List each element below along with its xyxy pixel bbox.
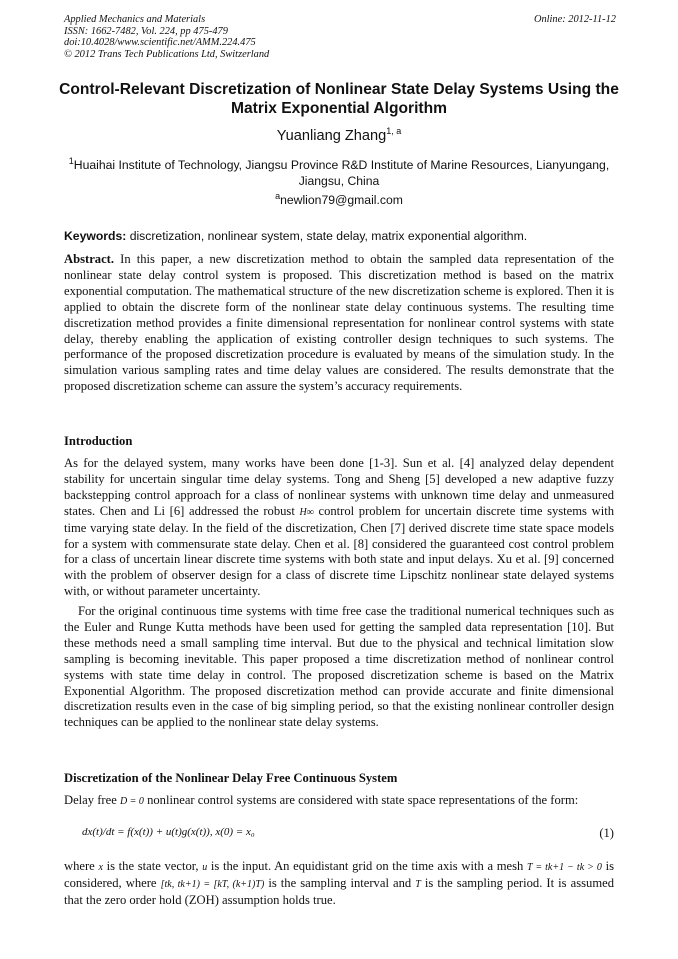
email-sup: a (275, 190, 281, 201)
copyright-line: © 2012 Trans Tech Publications Ltd, Switzerland (64, 48, 270, 60)
intro-p1-text-b: control problem for uncertain discrete time systems with time varying state delay. In the field of the discretization, Chen [7] derived discrete time state space models for a system with commensurate state delay. Chen et al. [8] considered the guaranteed cost control problem for a class of uncertain linear discrete time systems with both state and input delays. Xu et al. [9] concerned with the problem of observer design for a class of discrete time Lipschitz nonlinear state delayed systems with, or without parameter uncertainty. (64, 503, 614, 599)
journal-header (64, 14, 616, 60)
equation-1-body: dx(t)/dt = f(x(t)) + u(t)g(x(t)), x(0) = x₀ (82, 826, 255, 838)
keywords-label: Keywords: (64, 229, 127, 243)
email-address[interactable]: newlion79@gmail.com (280, 193, 403, 207)
keywords-line (64, 229, 616, 243)
sec2-p2-text-c: is the input. An equidistant grid on the time axis with a mesh (207, 859, 527, 873)
state-vector-symbol: x (98, 862, 103, 873)
input-symbol: u (202, 862, 208, 873)
doi-line: doi:10.4028/www.scientific.net/AMM.224.475 (64, 37, 256, 49)
affiliation-sup: 1 (68, 155, 74, 166)
sec2-p2-text-d: is considered, where (64, 859, 615, 890)
author-name: Yuanliang Zhang (276, 128, 387, 144)
equation-1 (82, 826, 614, 838)
mesh-formula: T = tk+1 − tk > 0 (526, 862, 602, 873)
intro-p1-text-a: As for the delayed system, many works have been done [1-3]. Sun et al. [4] analyzed delay dependent stability for uncertain singular time delay systems. Tong and Sheng [5] developed a new adaptive fuzzy backstepping control approach for a class of nonlinear systems with unknown time delay and unmeasured states. Chen and Li [6] addressed the robust (64, 456, 614, 518)
sampling-interval-formula: [tk, tk+1) = [kT, (k+1)T) (160, 878, 265, 890)
sec2-p2-text-f: is the sampling period. It is assumed that the zero order hold (ZOH) assumption holds true. (64, 875, 614, 907)
affiliation (60, 157, 618, 189)
online-date: Online: 2012-11-12 (533, 14, 616, 25)
sec2-p2-text-a: where (64, 859, 99, 873)
sec2-p1-text-a: Delay free (64, 793, 120, 807)
sec2-p1-text-b: nonlinear control systems are considered with state space representations of the form: (143, 793, 579, 807)
introduction-paragraph-2: For the original continuous time systems with time free case the traditional numerical techniques such as the Euler and Runge Kutta methods have been used for getting the sampled data representation [10]. But these methods need a small sampling time interval. But due to the physical and technical limitation slow sampling is becoming inevitable. This paper proposed a time discretization method of nonlinear control systems with state time delay in control. The proposed discretization scheme is based on the Matrix Exponential Algorithm. The proposed discretization method can provide accurate and finite dimensional discretization results even in the case of big simpling period, so that the existing nonlinear controller design techniques can be applied to the nonlinear state delay systems. (64, 604, 614, 730)
section-2-paragraph-2 (64, 859, 614, 909)
sec2-p2-text-e: is the sampling interval and (264, 875, 416, 890)
abstract-paragraph (64, 252, 614, 395)
abstract-text: In this paper, a new discretization method to obtain the sampled data representation of the nonlinear state delay control system is proposed. This discretization method is based on the matrix exponential computation. The mathematical structure of the new discretization scheme is explored. Then it is applied to obtain the discrete form of the nonlinear state delay continuous systems. The resulting time discretization method provides a finite dimensional representation for nonlinear control systems with state delay, thereby enabling the application of existing controller design techniques to such systems. The performance of the proposed discretization procedure is evaluated by means of the simulation study. In the simulation various sampling rates and time delay values are considered. The results demonstrate that the proposed discretization scheme can assure the system’s accuracy requirements. (64, 252, 614, 394)
h-infinity-symbol: H∞ (299, 506, 314, 518)
abstract-label: Abstract. (64, 252, 115, 266)
author-sup: 1, a (386, 126, 402, 137)
paper-title: Control-Relevant Discretization of Nonlinear State Delay Systems Using the Matrix Exponential Algorithm (59, 81, 619, 117)
keywords-text: discretization, nonlinear system, state delay, matrix exponential algorithm. (126, 229, 528, 243)
issn-line: ISSN: 1662-7482, Vol. 224, pp 475-479 (64, 25, 228, 37)
introduction-paragraph-1 (64, 456, 614, 600)
section-2-paragraph-1 (64, 793, 614, 810)
email-line (0, 190, 678, 207)
affiliation-text: Huaihai Institute of Technology, Jiangsu Province R&D Institute of Marine Resources, Lianyungang, Jiangsu, China (73, 158, 610, 188)
delay-free-condition: D = 0 (119, 796, 144, 807)
sampling-period-symbol: T (415, 878, 421, 890)
equation-1-number: (1) (599, 826, 614, 840)
sec2-p2-text-b: is the state vector, (102, 859, 203, 873)
introduction-heading: Introduction (64, 434, 133, 448)
journal-name: Applied Mechanics and Materials (64, 14, 206, 25)
section-2-heading: Discretization of the Nonlinear Delay Free Continuous System (64, 771, 398, 785)
author-line (0, 128, 678, 144)
